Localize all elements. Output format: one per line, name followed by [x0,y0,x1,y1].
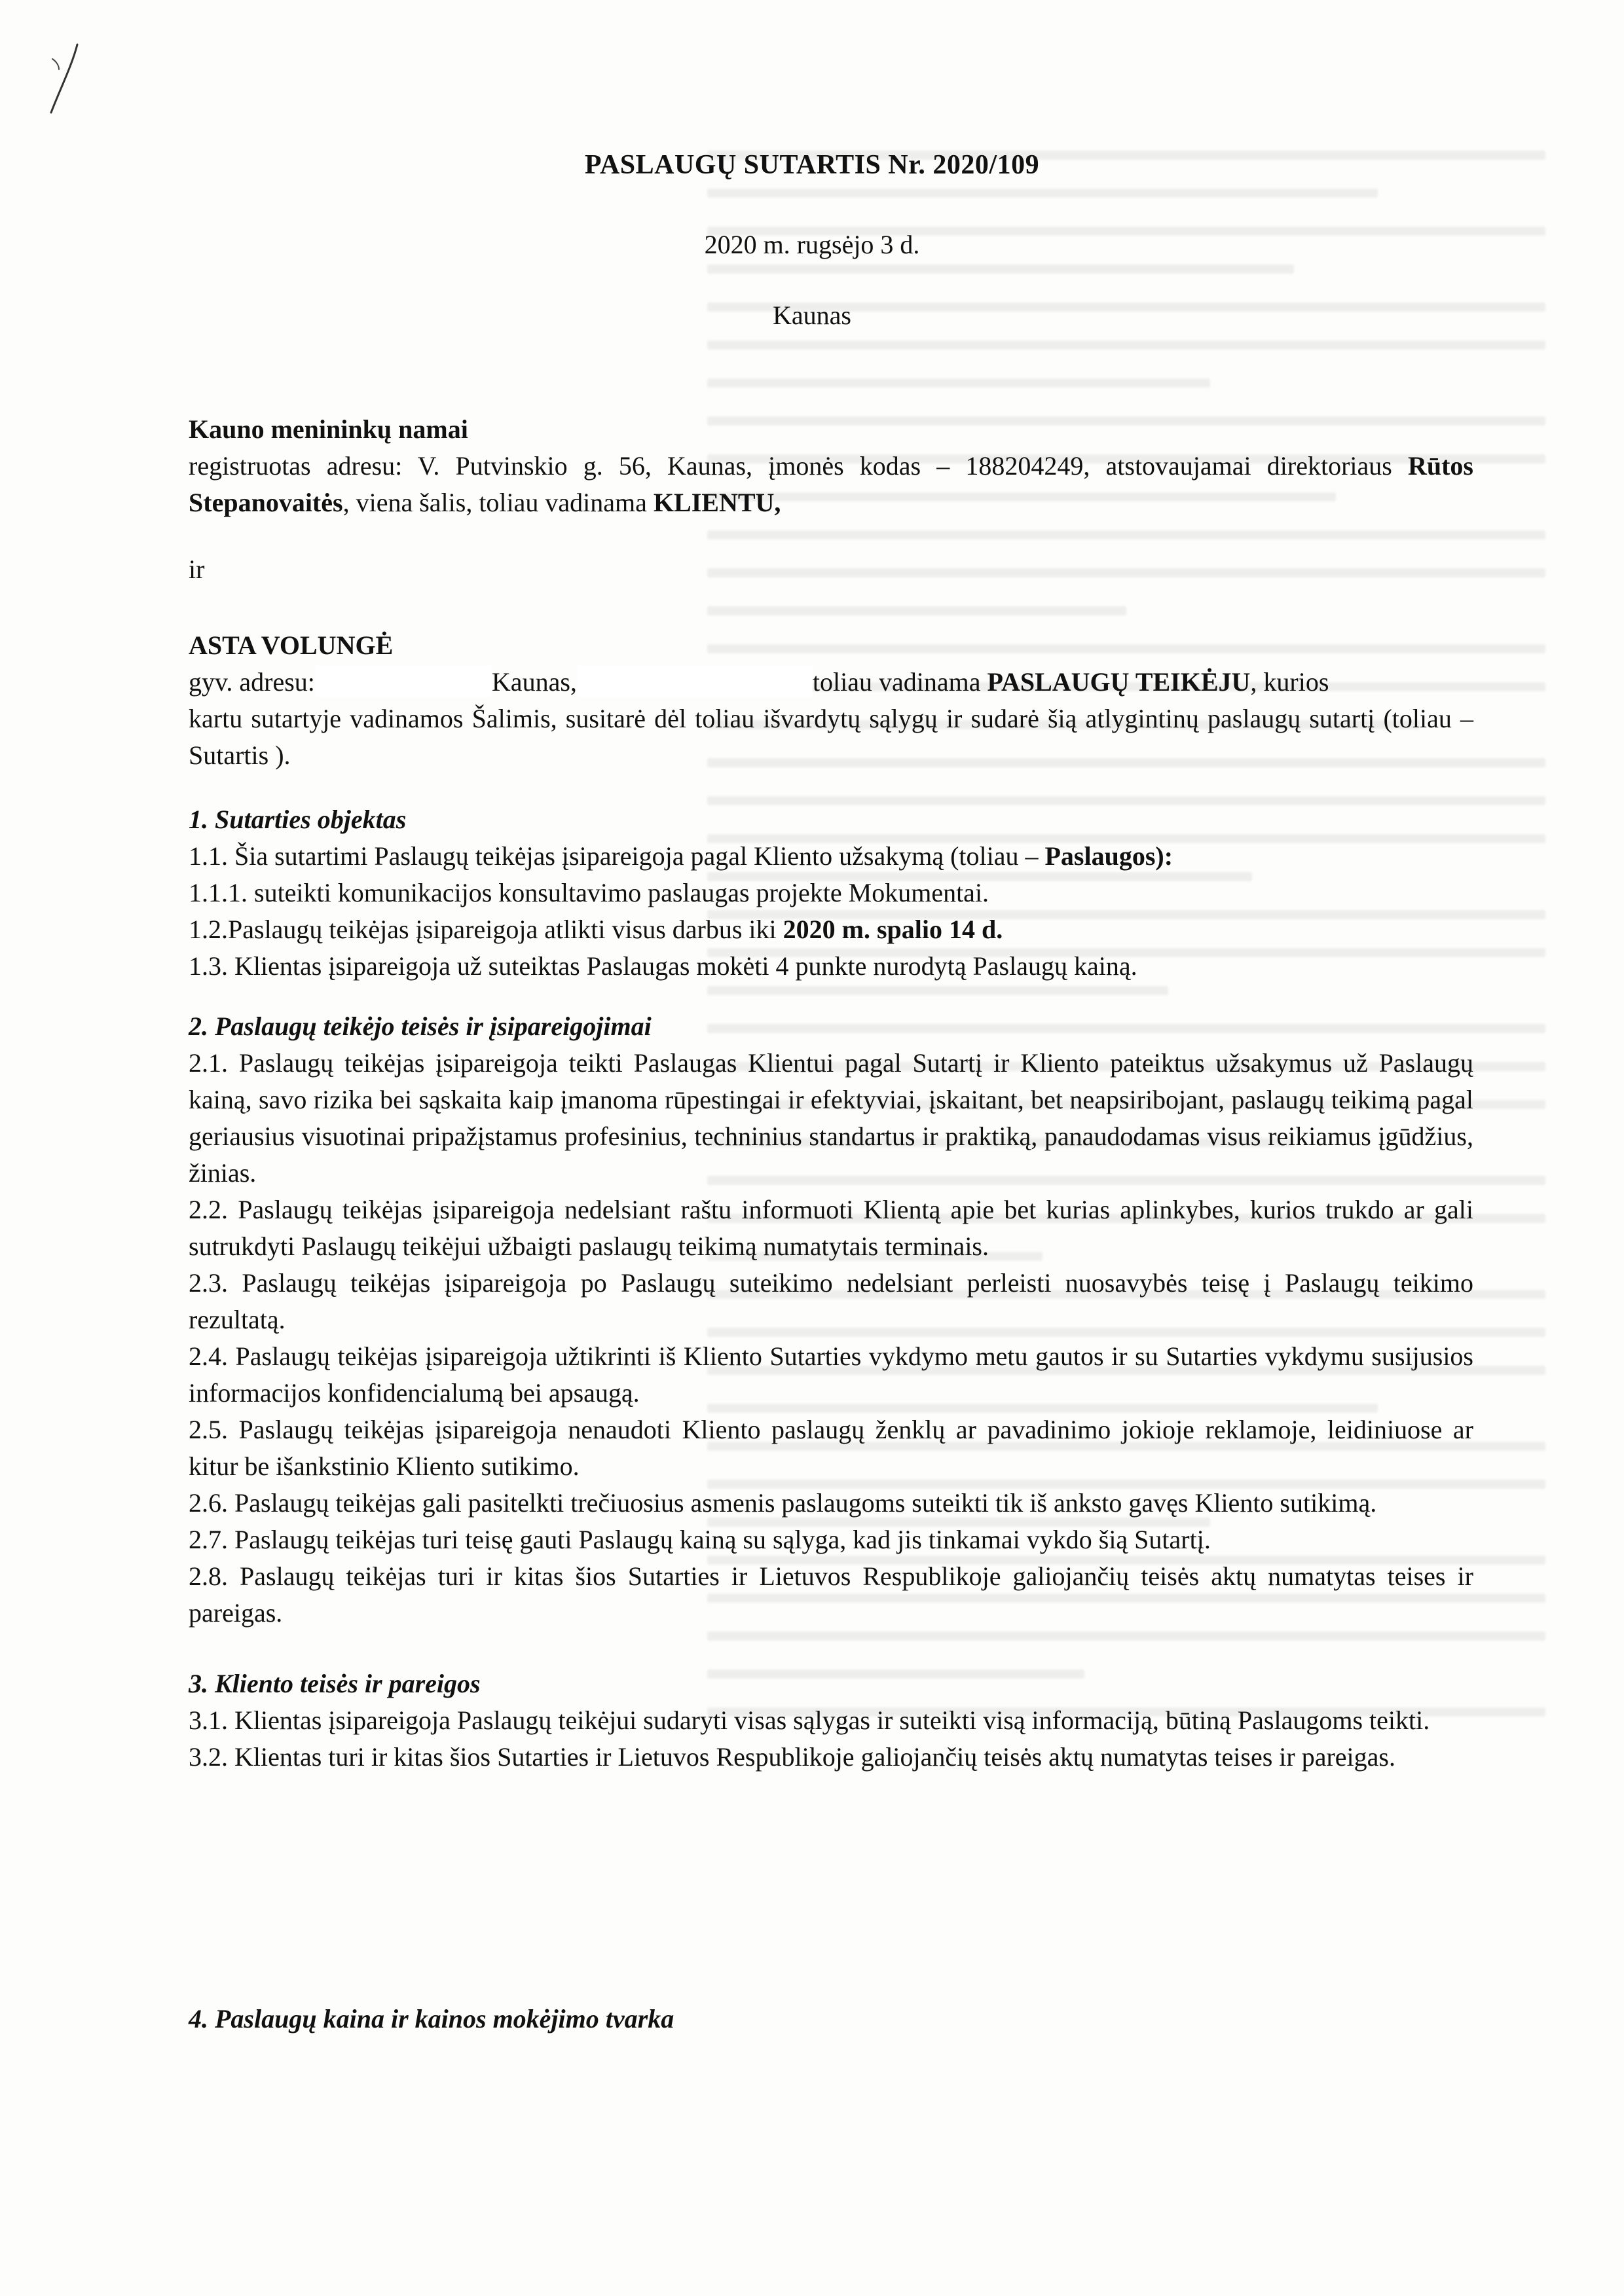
provider-city: Kaunas, [491,667,577,697]
provider-role: PASLAUGŲ TEIKĖJU [987,667,1251,697]
clause-1-1-text: 1.1. Šia sutartimi Paslaugų teikėjas įsipareigoja pagal Kliento užsakymą (toliau – [189,841,1045,871]
provider-role-suffix: , kurios [1250,667,1329,697]
document-city: Kaunas [773,301,851,330]
section-3 [189,1666,1473,1776]
client-role-prefix: , viena šalis, toliau vadinama [342,488,654,517]
client-name: Kauno menininkų namai [189,414,468,444]
provider-name: ASTA VOLUNGĖ [189,630,394,660]
clause-2-7: 2.7. Paslaugų teikėjas turi teisę gauti Paslaugų kainą su sąlyga, kad jis tinkamai vykdo šią Sutartį. [189,1525,1211,1554]
redacted-street [315,666,492,697]
clause-1-1 [189,838,1473,875]
clause-1-3: 1.3. Klientas įsipareigoja už suteiktas Paslaugas mokėti 4 punkte nurodytą Paslaugų kainą. [189,951,1137,981]
clause-1-2 [189,911,1473,948]
section-1 [189,801,1473,985]
clause-1-2-text: 1.2.Paslaugų teikėjas įsipareigoja atlikti visus darbus iki [189,915,783,944]
client-role: KLIENTU, [653,488,781,517]
client-details [189,448,1473,521]
clause-3-2: 3.2. Klientas turi ir kitas šios Sutarties ir Lietuvos Respublikoje galiojančių teisės aktų numatytas teises ir pareigas. [189,1742,1395,1772]
clause-2-3: 2.3. Paslaugų teikėjas įsipareigoja po Paslaugų suteikimo nedelsiant perleisti nuosavybės teisę į Paslaugų teikimo rezultatą. [189,1268,1473,1334]
provider-address-label: gyv. adresu: [189,667,315,697]
parties-block [189,411,1473,521]
section-1-heading: 1. Sutarties objektas [189,805,407,834]
pen-stroke-mark [39,39,92,118]
clause-2-4: 2.4. Paslaugų teikėjas įsipareigoja užtikrinti iš Kliento Sutarties vykdymo metu gautos ir su Sutarties vykdymu susijusios informacijos konfidencialumą bei apsaugą. [189,1341,1473,1408]
section-4-heading: 4. Paslaugų kaina ir kainos mokėjimo tvarka [189,2004,674,2033]
provider-role-prefix: toliau vadinama [812,667,987,697]
client-director: Rūtos Stepanovaitės [189,451,1473,517]
clause-2-2: 2.2. Paslaugų teikėjas įsipareigoja nedelsiant raštu informuoti Klientą apie bet kurias aplinkybes, kurios trukdo ar gali sutrukdyti Paslaugų teikėjui užbaigti paslaugų teikimą numatytais terminais. [189,1195,1473,1261]
client-address: registruotas adresu: V. Putvinskio g. 56, Kaunas, įmonės kodas – 188204249, atstovaujamai direktoriaus [189,451,1408,481]
provider-block [189,627,1473,774]
clause-1-2-date: 2020 m. spalio 14 d. [783,915,1003,944]
document-title: PASLAUGŲ SUTARTIS Nr. 2020/109 [584,150,1040,180]
clause-1-1-1: 1.1.1. suteikti komunikacijos konsultavimo paslaugas projekte Mokumentai. [189,878,989,907]
and-word: ir [189,555,205,584]
clause-3-1: 3.1. Klientas įsipareigoja Paslaugų teikėjui sudaryti visas sąlygas ir suteikti visą informaciją, būtiną Paslaugoms teikti. [189,1705,1430,1735]
clause-2-1: 2.1. Paslaugų teikėjas įsipareigoja teikti Paslaugas Klientui pagal Sutartį ir Kliento pateiktus užsakymus už Paslaugų kainą, savo rizika bei sąskaita kaip įmanoma rūpestingai ir efektyviai, įskaitant, bet neapsiribojant, paslaugų teikimą pagal geriausius visuotinai pripažįstamus profesinius, techninius standartus ir praktiką, panaudodamas visus reikiamus įgūdžius, žinias. [189,1048,1473,1188]
redacted-id [577,666,813,697]
clause-2-5: 2.5. Paslaugų teikėjas įsipareigoja nenaudoti Kliento paslaugų ženklų ar pavadinimo jokioje reklamoje, leidiniuose ar kitur be išankstinio Kliento sutikimo. [189,1415,1473,1481]
section-2-heading: 2. Paslaugų teikėjo teisės ir įsipareigojimai [189,1011,652,1041]
clause-1-1-bold: Paslaugos): [1044,841,1173,871]
section-3-heading: 3. Kliento teisės ir pareigos [189,1669,481,1698]
section-2 [189,1008,1473,1631]
section-4 [189,2001,1473,2037]
clause-2-8: 2.8. Paslaugų teikėjas turi ir kitas šios Sutarties ir Lietuvos Respublikoje galiojančių teisės aktų numatytas teises ir pareigas. [189,1561,1473,1628]
provider-continuation: kartu sutartyje vadinamos Šalimis, susitarė dėl toliau išvardytų sąlygų ir sudarė šią atlygintinų paslaugų sutartį (toliau – Sutartis ). [189,704,1473,770]
document-date: 2020 m. rugsėjo 3 d. [704,230,920,259]
clause-2-6: 2.6. Paslaugų teikėjas gali pasitelkti trečiuosius asmenis paslaugoms suteikti tik iš anksto gavęs Kliento sutikimą. [189,1488,1377,1518]
provider-address-line [189,664,1473,701]
